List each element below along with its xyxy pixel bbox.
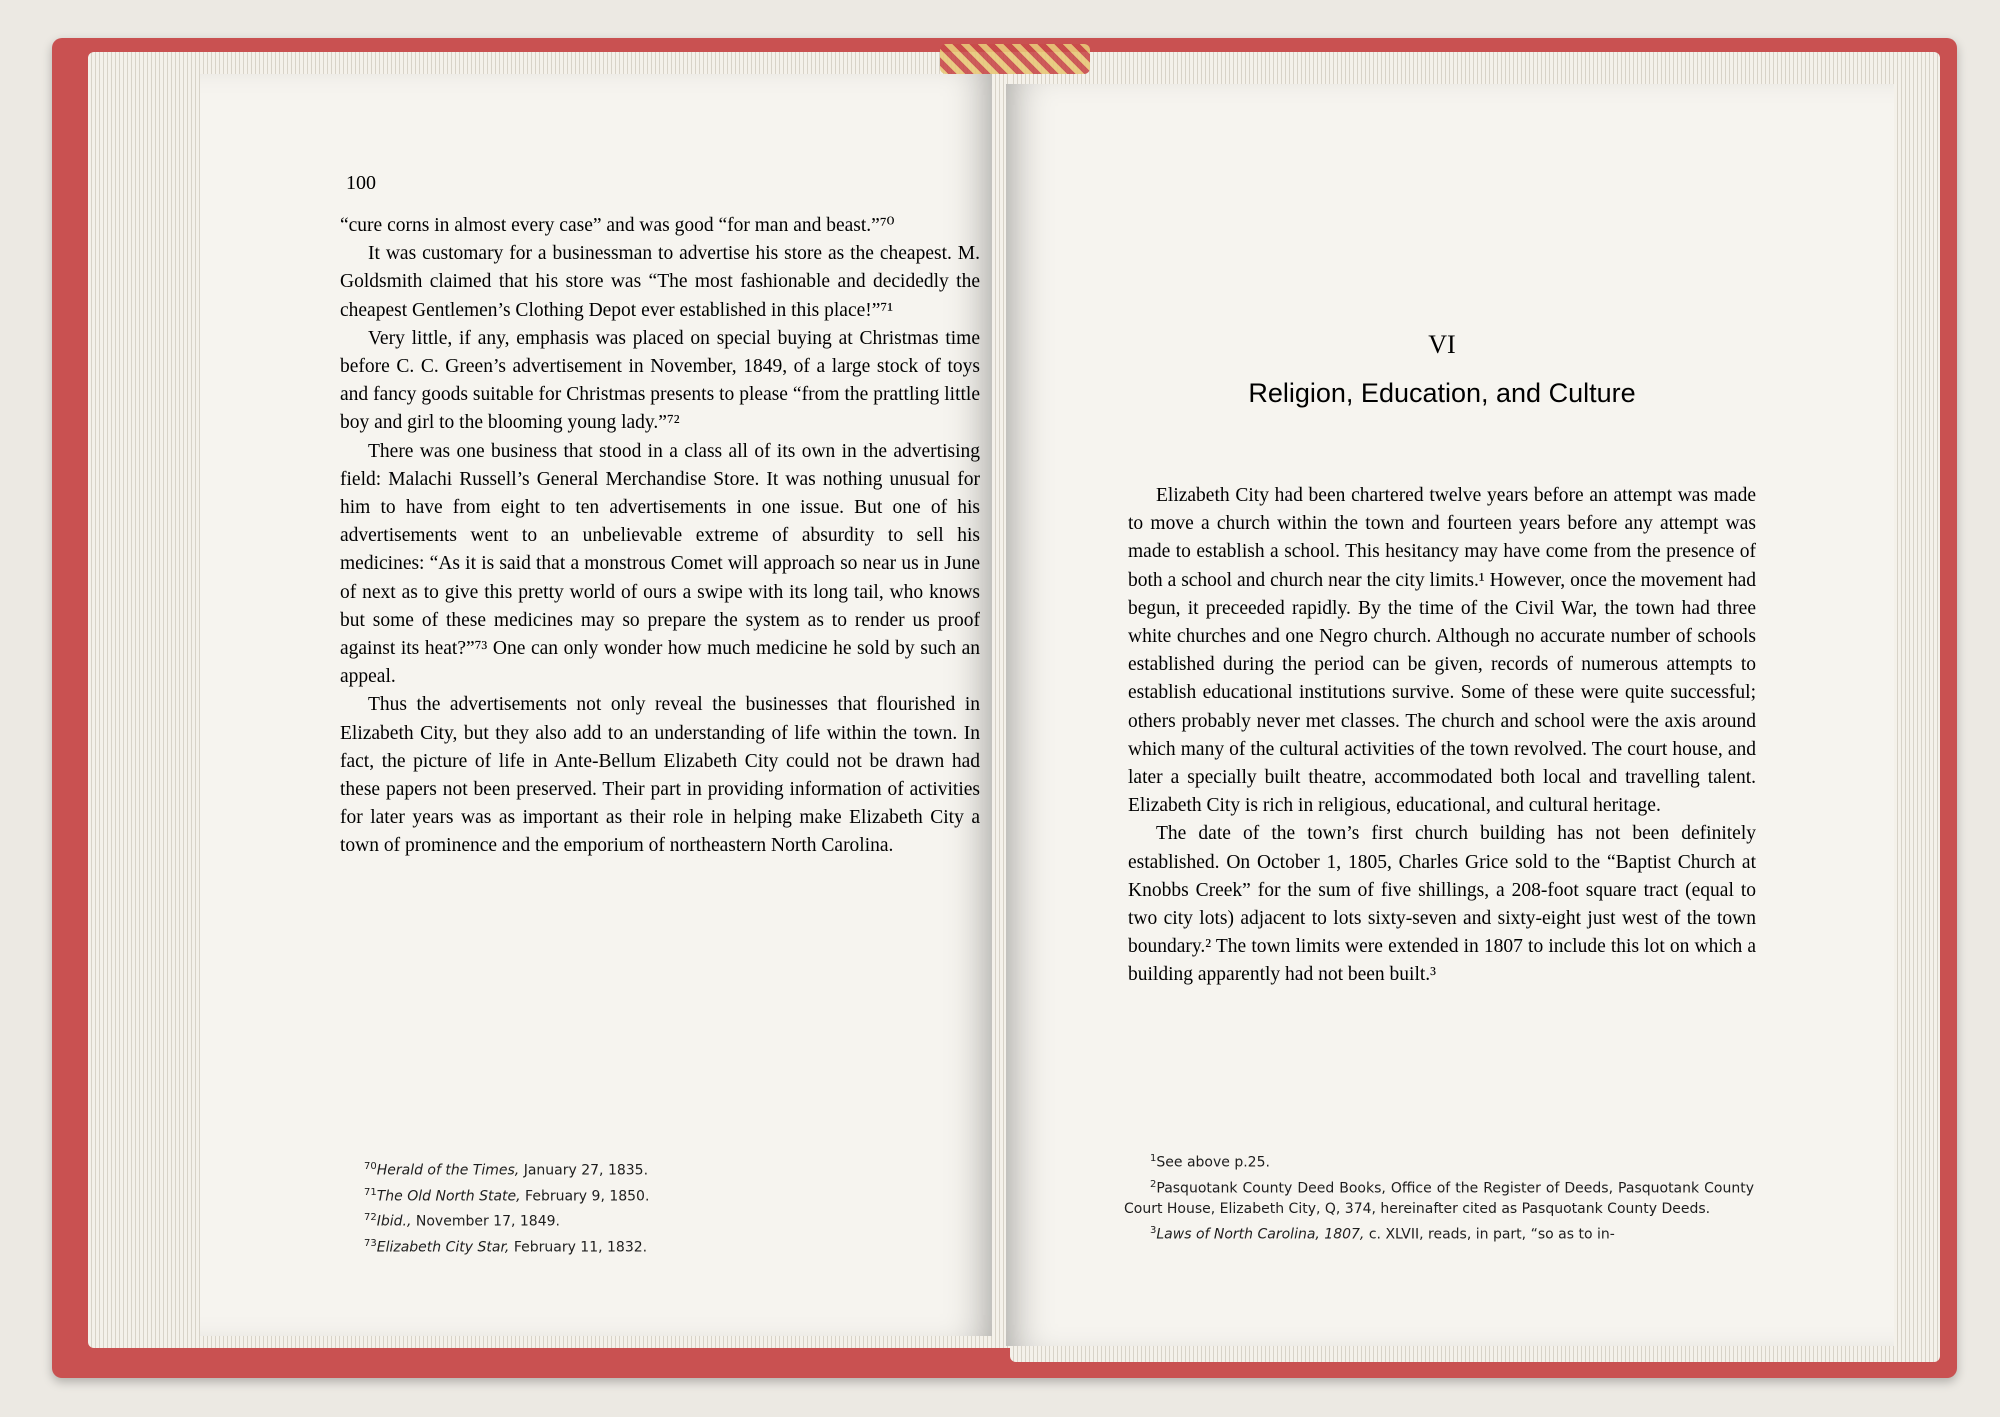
- left-footnotes: [364, 1156, 924, 1259]
- left-page-body: [340, 212, 980, 861]
- footnote: $^{70}$Herald of the Times, January 27, 1835.: [364, 1161, 649, 1179]
- footnote: $^{73}$Elizabeth City Star, February 11, 1832.: [364, 1237, 648, 1256]
- paragraph: Elizabeth City had been chartered twelve years before an attempt was made to move a church within the town and fourteen years before any attempt was made to establish a school. This hesitancy may have come from the presence of both a school and church near the city limits.¹ However, once the movement had begun, it preceeded rapidly. By the time of the Civil War, the town had three white churches and one Negro church. Although no accurate number of schools established during the period can be given, records of numerous attempts to establish educational institutions survive. Some of these were quite successful; others probably never met classes. The church and school were the axis around which many of the cultural activities of the town revolved. The court house, and later a specially built theatre, accommodated both local and travelling talent. Elizabeth City is rich in religious, educational, and cultural heritage.: [1128, 485, 1756, 817]
- footnote: $^{72}$Ibid., November 17, 1849.: [364, 1212, 560, 1230]
- right-page-body: [1128, 482, 1756, 990]
- footnote: $^3$Laws of North Carolina, 1807, c. XLVII, reads, in part, “so as to in-: [1150, 1225, 1615, 1243]
- page-number: 100: [346, 172, 376, 194]
- paragraph: There was one business that stood in a class all of its own in the advertising field: Malachi Russell’s General Merchandise Store. It was nothing unusual for him to have from eight to ten advertisements in one issue. But one of his advertisements went to an unbelievable extreme of absurdity to sell his medicines: “As it is said that a monstrous Comet will approach so near us in June of next as to give this pretty world of ours a swipe with its long tail, who knows but some of these medicines may so prepare the system as to render us proof against its heat?”⁷³ One can only wonder how much medicine he sold by such an appeal.: [340, 440, 980, 688]
- paragraph: The date of the town’s first church building has not been definitely established. On October 1, 1805, Charles Grice sold to the “Baptist Church at Knobbs Creek” for the sum of five shillings, a 208-foot square tract (equal to two city lots) adjacent to lots sixty-seven and sixty-eight just west of the town boundary.² The town limits were extended in 1807 to include this lot on which a building apparently had not been built.³: [1128, 823, 1756, 986]
- chapter-title: Religion, Education, and Culture: [1248, 378, 1636, 408]
- paragraph: Thus the advertisements not only reveal the businesses that flourished in Elizabeth City, but they also add to an understanding of life within the town. In fact, the picture of life in Ante-Bellum Elizabeth City could not be drawn had these papers not been preserved. Their part in providing information of activities for later years was as important as their role in helping make Elizabeth City a town of prominence and the emporium of northeastern North Carolina.: [340, 694, 980, 857]
- footnote: $^{71}$The Old North State, February 9, 1850.: [364, 1186, 650, 1205]
- chapter-number: VI: [1428, 330, 1456, 359]
- footnote: $^1$See above p.25.: [1150, 1153, 1270, 1171]
- paragraph: It was customary for a businessman to advertise his store as the cheapest. M. Goldsmith claimed that his store was “The most fashionable and decidedly the cheapest Gentlemen’s Clothing Depot ever established in this place!”⁷¹: [340, 243, 980, 321]
- right-footnotes: [1124, 1148, 1754, 1246]
- paragraph: “cure corns in almost every case” and was good “for man and beast.”⁷⁰: [340, 215, 895, 236]
- footnote: $^2$Pasquotank County Deed Books, Office of the Register of Deeds, Pasquotank County Court House, Elizabeth City, Q, 374, hereinafter cited as Pasquotank County Deeds.: [1124, 1178, 1754, 1218]
- paragraph: Very little, if any, emphasis was placed on special buying at Christmas time before C. C. Green’s advertisement in November, 1849, of a large stock of toys and fancy goods suitable for Christmas presents to please “from the prattling little boy and girl to the blooming young lady.”⁷²: [340, 327, 980, 434]
- bookmark-ribbon: [940, 44, 1090, 74]
